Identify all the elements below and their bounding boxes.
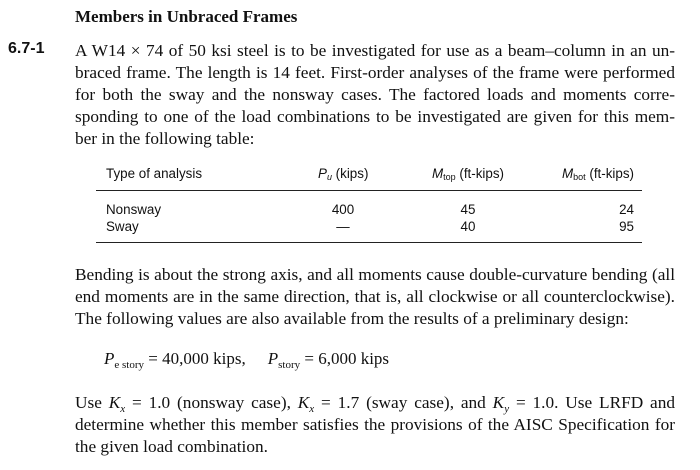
- story-load-formula: [104, 349, 389, 369]
- table-top-rule: [96, 190, 642, 191]
- row-nonsway-mbot: 24: [619, 202, 634, 217]
- bending-paragraph: [75, 264, 675, 330]
- intro-line: for both the sway and the nonsway cases. The factored loads and moments corre-: [75, 85, 675, 104]
- final-line-1: Use $K_x = 1.0$ (nonsway case), $K_x = 1.7$ (sway case), and $K_y = 1.0$. Use LRFD and: [75, 393, 676, 415]
- intro-line: ber in the following table:: [75, 129, 255, 148]
- header-mbot: [544, 165, 634, 186]
- header-pu: [318, 165, 368, 186]
- row-nonsway-pu: 400: [331, 202, 355, 217]
- final-line-3: the given load combination.: [75, 437, 268, 456]
- bending-line: The following values are also available from the results of a preliminary design:: [75, 309, 629, 328]
- final-line-2: determine whether this member satisfies the provisions of the AISC Specification for: [75, 415, 675, 434]
- problem-intro-paragraph: [75, 40, 675, 150]
- table-bottom-rule: [96, 242, 642, 243]
- pe-value: = 40,000 kips,: [144, 349, 246, 368]
- pu-subscript: u: [326, 172, 332, 182]
- row-nonsway-analysis: Nonsway: [106, 202, 162, 217]
- final-instructions-paragraph: [75, 392, 675, 458]
- mbot-symbol: M: [561, 166, 574, 181]
- pe-symbol: P: [104, 349, 115, 368]
- mbot-unit: (ft-kips): [585, 166, 634, 181]
- pstory-subscript: story: [278, 359, 301, 371]
- bending-line: end moments are in the same direction, that is, all clockwise or all counterclockwise).: [75, 287, 675, 306]
- mtop-subscript: top: [443, 172, 456, 182]
- header-mtop: [423, 165, 513, 186]
- intro-line: sponding to one of the load combinations to be investigated are given for this mem-: [75, 107, 675, 126]
- pstory-value: = 6,000 kips: [300, 349, 390, 368]
- mtop-symbol: M: [431, 166, 444, 181]
- pu-unit: (kips): [331, 166, 369, 181]
- pstory-symbol: P: [267, 349, 279, 368]
- header-analysis: Type of analysis: [106, 166, 203, 181]
- row-sway-pu: —: [336, 219, 350, 234]
- pu-symbol: P: [318, 166, 327, 181]
- intro-line: A W14 × 74 of 50 ksi steel is to be investigated for use as a beam–column in an un-: [75, 41, 675, 60]
- problem-number: 6.7-1: [8, 40, 45, 57]
- row-sway-mtop: 40: [460, 219, 476, 234]
- pe-subscript: e story: [114, 359, 145, 371]
- row-nonsway-mtop: 45: [460, 202, 476, 217]
- mtop-unit: (ft-kips): [455, 166, 505, 181]
- section-title: Members in Unbraced Frames: [75, 7, 298, 26]
- bending-line: Bending is about the strong axis, and all moments cause double-curvature bending (all: [75, 265, 675, 284]
- intro-line: braced frame. The length is 14 feet. First-order analyses of the frame were performed: [75, 63, 675, 82]
- mbot-subscript: bot: [573, 172, 586, 182]
- row-sway-mbot: 95: [619, 219, 634, 234]
- row-sway-analysis: Sway: [106, 219, 139, 234]
